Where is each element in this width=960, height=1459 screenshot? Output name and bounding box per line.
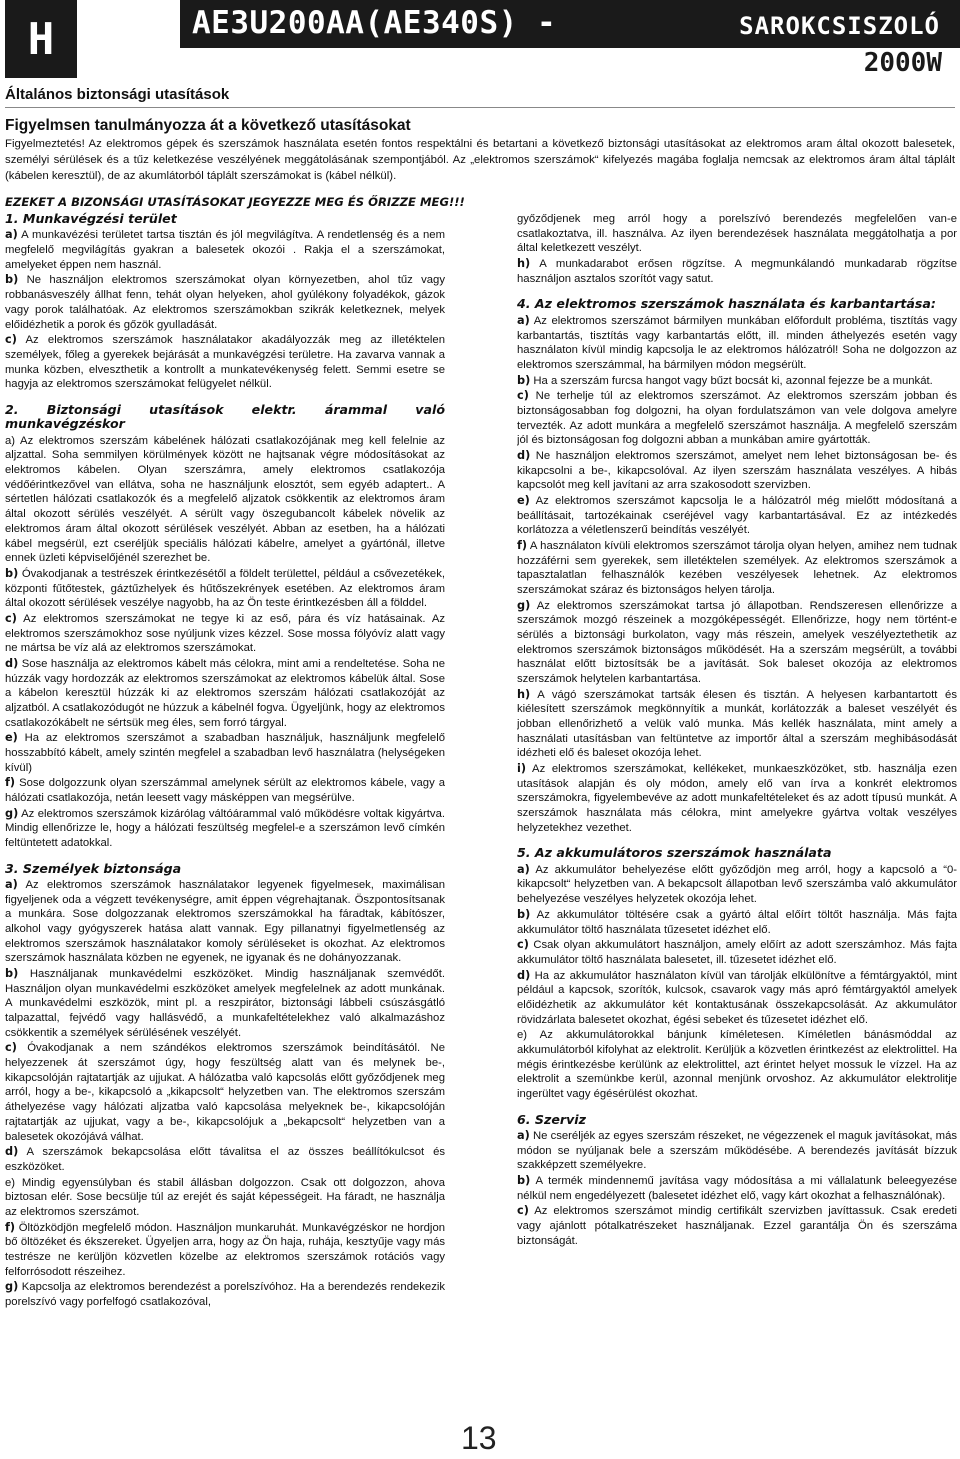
paragraph: e) Az akkumulátorokkal bánjunk kíméletesen. Kíméletlen bánásmóddal az akkumulátorból kifolyhat az elektrolit. Kerüljük a közvetlen érintkezést az elektrolittel. Ha mégis érintkezésbe kerülünk az elektrolittel, azt érintet helyet mossuk le vízzel. Ha az elektrolit a szemünkbe kerül, azonnal menjünk orvoshoz. Az akkumulátor elektrolitje ingerültet vagy égésérülést okozhat.	[517, 1029, 957, 1100]
paragraph	[517, 1129, 957, 1173]
title-bar	[180, 0, 960, 48]
item-label: b)	[517, 373, 531, 387]
paragraph	[517, 389, 957, 448]
paragraph	[5, 878, 445, 966]
item-text: Sose dolgozzunk olyan szerszámmal amelynek sérült az elektromos kábele, vagy a hálózati csatlakozója, netán leesett vagy másképpen van megsérülve.	[5, 777, 445, 804]
item-label: b)	[5, 967, 19, 981]
paragraph	[5, 273, 445, 332]
item-label: h)	[517, 687, 531, 701]
item-text: Az elektromos szerszámot bármilyen munkában előfordult probléma, tisztítás vagy karbantartás, tisztítás vagy karbantartás előtt, ill. minden áthelyezés esetén vagy használaton kívül mindig kapcsolja le az elektromos hálózatról! Soha ne dolgozzon az elektromos szerszámmal, ha bármilyen módon megsérült.	[517, 314, 957, 371]
item-text: A szerszámok bekapcsolása előtt távalitsa el az összes beállítókulcsot és eszközöket.	[5, 1146, 445, 1173]
section-title: 5. Az akkumulátoros szerszámok használata	[517, 845, 832, 861]
keep-instructions-notice: EZEKET A BIZONSÁGI UTASÍTÁSOKAT JEGYEZZE MEG ÉS ŐRIZZE MEG!!!	[5, 195, 465, 209]
model-title: AE3U200AA(AE340S) -	[192, 5, 557, 41]
paragraph	[517, 1174, 957, 1203]
item-text: Az elektromos szerszámokat ne tegye ki az eső, pára és víz hatásainak. Az elektromos szerszámokhoz sose nyúljunk vizes kézzel. Sose mossa fólyóvíz alatt vagy ne mártsa be víz alá az elektromos szerszámokat.	[5, 612, 445, 655]
item-text: Az elektromos szerszámot kapcsolja le a hálózatról még mielőtt módosítaná a beállításait, tartozékainak cseréjével vagy karbantartásával. Ez az intézkedés korlátozza a véletlenszerű beindítás veszélyét.	[517, 494, 957, 537]
divider	[5, 107, 955, 108]
power-rating: 2000W	[863, 48, 942, 78]
item-label: e)	[517, 493, 530, 507]
language-letter-box: H	[5, 0, 77, 78]
item-label: b)	[517, 907, 531, 921]
paragraph	[5, 567, 445, 611]
paragraph	[517, 599, 957, 687]
item-text: A munkadarabot erősen rögzítse. A megmunkálandó munkadarab rögzítse használjon asztalos szorítót vagy satut.	[517, 258, 957, 285]
item-text: Sose használja az elektromos kábelt más célokra, mint ami a rendeltetése. Soha ne húzzák vagy hordozzák az elektromos szerszámokat az elektromos kábelük által. Sose a kábelon keresztül húzzák ki az elektromos szerszám hálózati csatlakozóját az aljzatból. A csatlakozódugót ne húzzuk a kábelnél fogva. Ügyeljünk, hogy az elektromos csatlakozókábelt ne sértsük meg éles, sem forró tárgyal.	[5, 657, 445, 729]
page-header	[0, 0, 960, 78]
right-column	[517, 212, 957, 1377]
item-label: b)	[517, 1174, 531, 1188]
paragraph	[517, 688, 957, 761]
item-text: A munkavézési területet tartsa tisztán és jól megvilágítva. A rendetlenség és a nem megfelelő megvilágítás gyakran a balesetek okozói . Rakja el a szerszámokat, amelyeket éppen nem használ.	[5, 229, 445, 271]
item-text: Az elektromos szerszámok használatakor akadályozzák meg az illetéktelen személyek, főleg a gyerekek bejárását a munkavégzési területre. Ha zavarva vannak a munka közben, elveszthetik a kontrollt a munkatevékenység felett. Semmi esetre se hagyja az elektromos szerszámokat felügyelet nélkül.	[5, 334, 445, 391]
item-text: A vágó szerszámokat tartsák élesen és tisztán. A helyesen karbantartott és kiélesített szerszámok megkönnyítik a munkát, korlátozzák a baleset veszélyét és jobban ellenőrizhető a velük való munka. Más kellék használata, mint amely a használati utasításban van feltüntetve az importőr által a szerszám meghibásodását idézheti elő és baleset okozója lehet.	[517, 688, 957, 760]
item-label: c)	[517, 389, 529, 403]
item-text: Az akkumulátor töltésére csak a gyártó által előírt töltőt használja. Más fajta akkumulátor töltő használata tűzesetet idézhet elő.	[517, 908, 957, 936]
paragraph	[5, 776, 445, 805]
item-label: c)	[517, 938, 529, 952]
general-safety-title: Általános biztonsági utasítások	[5, 86, 230, 103]
item-label: a)	[5, 878, 18, 892]
section-title: 1. Munkavégzési terület	[5, 212, 177, 226]
section-title: 3. Személyek biztonsága	[5, 860, 182, 876]
paragraph	[517, 314, 957, 373]
item-label: f)	[517, 538, 528, 552]
item-text: Az elektromos szerszámok kizárólag váltóárammal való működésre voltak kigyártva. Mindig ellenőrizze le, hogy a hálózati feszültség megfelel-e a szerszámon levő címkén feltüntetett adatokkal.	[5, 807, 445, 849]
paragraph	[517, 969, 957, 1028]
item-text: Óvakodjanak a nem szándékos elektromos szerszámok beindításától. Ne helyezzenek át szerszámot úgy, hogy feszültség alatt van és melynek be-, kikapcsolóján rajtatartják az ujjukat. A hálózatba való kapcsolás előtt győződjenek meg arról, hogy a be-, kikapcsoló a „kikapcsolt“ helyzetben van. The elektromos szerszám áthelyezése vagy hálózati aljzatba való kapcsolása melyeknek be-, kikapcsolóján rajtatartják az ujjukat, vagy a be-, kikapcsolójuk a „bekapcsolt“ helyzetben van a balesetek okozójává válhat.	[5, 1042, 445, 1143]
paragraph	[517, 449, 957, 493]
item-text: A termék mindennemű javítása vagy módosítása a mi vállalatunk beleegyezése nélkül nem engedélyezett (balesetet idézhet elő, vagy kárt okozhat a felhasználónak).	[517, 1175, 957, 1202]
warning-title: Figyelmsen tanulmányozza át a következő utasításokat	[5, 117, 411, 134]
item-text: Ne használjon elektromos szerszámot, amelyet nem lehet biztonságosan be- és kikapcsolni a be-, kikapcsolóval. Az ilyen szerszám használata veszélyes. A hibás kapcsolót meg kell javítani az arra szakosodott szervizben.	[517, 449, 957, 492]
item-text: Ne terhelje túl az elektromos szerszámot. Az elektromos szerszám jobban és biztonságosabban fog dolgozni, ha olyan fordulatszámon van vele dolgova amelyre tervezték. Az adott munkára a megfelelő szerszámot használja. A megfelelő szerszám jól és biztonságosan fog dolgozni abban a munkában amire gyártották.	[517, 390, 957, 447]
item-text: Ha az elektromos szerszámot a szabadban használjuk, használjunk megfelelő hosszabbító kábelt, amely szintén megfelel a szabadban levő használatra (helységeken kívül)	[5, 732, 445, 774]
paragraph	[5, 1145, 445, 1174]
item-label: a)	[5, 228, 18, 242]
item-label: c)	[5, 1041, 17, 1055]
paragraph	[517, 374, 957, 389]
item-label: c)	[517, 1204, 529, 1218]
item-label: e)	[5, 731, 18, 745]
item-text: Kapcsolja az elektromos berendezést a porelszívóhoz. Ha a berendezés rendekezik porelszívó vagy porfelfogó csatlakozóval,	[5, 1281, 445, 1308]
paragraph	[517, 257, 957, 286]
paragraph	[5, 228, 445, 272]
paragraph	[5, 612, 445, 656]
item-label: b)	[5, 273, 19, 287]
item-text: Ne használjon elektromos szerszámokat olyan környezetben, ahol tűz vagy robbanásveszély állhat fenn, tehát olyan helyeken, ahol gyúlékony folyadékok, gázok vagy porok találhatóak. Az elektromos szerszámokban szikrák keletkeznek, melyek előidézhetik a porok és gőzök gyulladását.	[5, 274, 445, 331]
item-label: d)	[5, 656, 19, 670]
section-title: 2. Biztonsági utasítások elektr. árammal való munkavégzéskor	[5, 401, 445, 432]
left-column	[5, 212, 445, 1412]
section-title: 4. Az elektromos szerszámok használata és karbantartása:	[517, 296, 936, 312]
item-text: Öltözködjön megfelelő módon. Használjon munkaruhát. Munkavégzéskor ne hordjon bő öltözéket és ékszereket. Ügyeljen arra, hogy az Ön haja, ruhája, kesztyűje vagy más testrésze ne kerüljön közvetlen közelbe az elektromos szerszámok rotációs vagy felforrósodott részeihez.	[5, 1221, 445, 1278]
item-label: a)	[517, 313, 530, 327]
item-text: Az elektromos szerszámokat, kellékeket, munkaeszközöket, stb. használja ezen utasítások alapján és oly módon, amely elő van írva a konkrét elektromos szerszámokra, figyelembevéve az adott munkafeltételeket és az adott típusú munkát. A szerszámok használata más célokra, mint amelyekre gyártva voltak veszélyes helyzetekhez vezethet.	[517, 762, 957, 834]
item-text: Az elektromos szerszámokat tartsa jó állapotban. Rendszeresen ellenőrizze a szerszámok mozgó részeinek a mozgóképességét. Ellenőrizze, hogy nem történt-e sérülés a biztonsági burkolaton, vagy más részein, amelyek veszélyeztethetik az elektromos szerszámok biztonságos működését. Ha a szerszám megsérült, a további használat előtt biztosítsák be a javítását. Sok baleset okozója az elektromos szerszámok helytelen karbantartása.	[517, 599, 957, 685]
paragraph	[5, 333, 445, 392]
paragraph	[517, 938, 957, 967]
item-label: a)	[517, 1129, 530, 1143]
intro-paragraph: Figyelmeztetés! Az elektromos gépek és szerszámok használata esetén fontos respektálni és betartani a következő biztonsági utasításokat az elektromos aram által okozott balesetek, személyi sérülések és a tűz keletkezése veszélyének meggátolásának szempontjából. Az „elektromos szerszámok“ kifelyezés magába foglalja nemcsak az elektromos áram által táplált (kábelen keresztül), de az akumlátorból táplált szerszámokat is (kábel nélkül).	[5, 138, 955, 182]
paragraph	[5, 807, 445, 851]
product-category: SAROKCSISZOLÓ	[739, 12, 940, 40]
item-text: Csak olyan akkumulátort használjon, amely előírt az adott szerszámhoz. Más fajta akkumulátor töltő használata balesetet, ill. tűzesetet idézhet elő.	[517, 939, 957, 966]
item-text: Használjanak munkavédelmi eszközöket. Mindig használjanak szemvédőt. Használjon olyan munkavédelmi eszközöket amelyek megfelelnek az adott munkának. A munkavédelmi eszközök, mint pl. a reszpirátor, biztonsági lábbeli csúszásgátló talpazattal, fejvédő vagy hallásvédő, a munkafeltételekhez való alkalmazáshoz csökkentik a személyek sérülésének veszélyét.	[5, 968, 445, 1039]
page-number: 13	[461, 1420, 497, 1456]
item-label: d)	[517, 968, 531, 982]
item-label: g)	[517, 598, 531, 612]
item-text: A használaton kívüli elektromos szerszámot tárolja olyan helyen, amihez nem tudnak hozzáférni sem gyerekek, sem illetéktelen személyek. Az elektromos szerszámok a tapasztalatlan felhasználók kezében veszélyesek lehetnek. Az elektromos szerszámokat száraz és biztonságos helyen tárolja.	[517, 539, 957, 596]
item-text: Az elektromos szerszámot mindig certifikált szervizben javíttassuk. Csak eredeti vagy ajánlott pótalkatrészeket használjanak. Ezzel garantálja Ön és szerszáma biztonságát.	[517, 1205, 957, 1247]
item-label: f)	[5, 776, 16, 790]
item-label: b)	[5, 566, 19, 580]
item-text: Az akkumulátor behelyezése előtt győződjön meg arról, hogy a kapcsoló a “0-kikapcsolt“ helyzetben van. A bekapcsolt állapotban levő szerszámba való akkumulátor behelyezése veszélyes helyzetek okozója lehet.	[517, 863, 957, 906]
paragraph	[517, 908, 957, 937]
item-label: c)	[5, 333, 17, 347]
item-label: g)	[5, 1280, 19, 1294]
paragraph: győződjenek meg arról hogy a porelszívó berendezés megfelelően van-e csatlakoztatva, ill. használva. Az ilyen berendezések használata meggátolhatja a por által keletkezett veszélyt.	[517, 213, 957, 255]
paragraph	[5, 1041, 445, 1144]
paragraph	[517, 762, 957, 835]
item-label: c)	[5, 611, 17, 625]
paragraph	[517, 494, 957, 538]
paragraph	[5, 731, 445, 775]
item-label: g)	[5, 806, 19, 820]
paragraph	[517, 863, 957, 907]
item-label: d)	[517, 448, 531, 462]
item-label: h)	[517, 257, 531, 271]
paragraph	[5, 1280, 445, 1309]
item-label: f)	[5, 1220, 16, 1234]
item-text: Ne cseréljék az egyes szerszám részeket, ne végezzenek el maguk javításokat, más módon se nyúljanak bele a szerszám működésébe. A berendezés javítását bízzuk szakképzett személyekre.	[517, 1130, 957, 1172]
paragraph	[5, 657, 445, 730]
item-text: Óvakodjanak a testrészek érintkezésétől a földelt területtel, például a csővezetékek, központi fűtőtestek, gáztűzhelyek és hűtőszekrények esetében. Az elektromos áram által okozott sérülések veszélye nagyobb, ha az Ön teste érintkezésben áll a földdel.	[5, 567, 445, 610]
paragraph	[5, 1221, 445, 1280]
item-text: Ha a szerszám furcsa hangot vagy bűzt bocsát ki, azonnal fejezze be a munkát.	[533, 374, 933, 387]
paragraph	[517, 1204, 957, 1248]
section-title: 6. Szerviz	[517, 1111, 586, 1127]
item-label: d)	[5, 1145, 19, 1159]
paragraph	[517, 539, 957, 598]
paragraph: e) Mindig egyensúlyban és stabil állásban dolgozzon. Csak ott dolgozzon, ahova biztosan elér. Sose becsülje túl az erejét és saját képességeit. Ha fáradt, ne használja az elektromos szerszámot.	[5, 1176, 445, 1218]
paragraph: a) Az elektromos szerszám kábelének hálózati csatlakozójának meg kell felelnie az aljzattal. Soha semmilyen körülmények között ne hajtsanak végre módosításokat az elektromos kábelen. Olyan szerszámra, amely elektromos csatlakozója védőérintkezővel van ellátva, soha ne használjunk elosztót, sem egyéb adaptert.. A sértetlen hálózati csatlakozók és a megfelelő aljzatok csökkentik az elektromos áram által okozott sérülés veszélyét. A sérült vagy öszegubancolt kábelek növelik az elektromos áram által okozott sérülések veszélyét. Abban az esetben, ha a hálózati kábel megsérül, ezt cseréljük speciális hálózati kábelre, amelyet a gyártónál, illetve ennek üzleti képviselőjénél szerezhet be.	[5, 434, 445, 565]
paragraph	[5, 967, 445, 1040]
item-text: Az elektromos szerszámok használatakor legyenek figyelmesek, maximálisan figyeljenek oda a végzett tevékenységre, amit éppen végrehajtanak. Öszpontosítsanak a munkára. Sose dolgozzanak elektromos szerszámokkal ha fáradtak, kábítószer, alkohol vagy gyógyszerek hatása alatt vannak. Egy pillanatnyi figyelmetlenség az elektromos szerszámok használatakor komoly sérüléseket is okozhat. Az elektromos szerszámok használata közben ne egyenek, ne igyanak és ne dohányozzanak.	[5, 879, 445, 965]
item-label: a)	[517, 862, 530, 876]
item-label: i)	[517, 761, 527, 775]
item-text: Ha az akkumulátor használaton kívül van tárolják elkülönítve a fémtárgyaktól, mint például a kapcsok, szorítók, kulcsok, csavarok vagy más apró fémtárgyaktól amelyek előidézhetik az akkumulátor két kontaktusának összekapcsolását. Az akkumulátor rövidzárlata balesetet okozhat, égési sebeket és tűzesetet idézhet elő.	[517, 969, 957, 1026]
